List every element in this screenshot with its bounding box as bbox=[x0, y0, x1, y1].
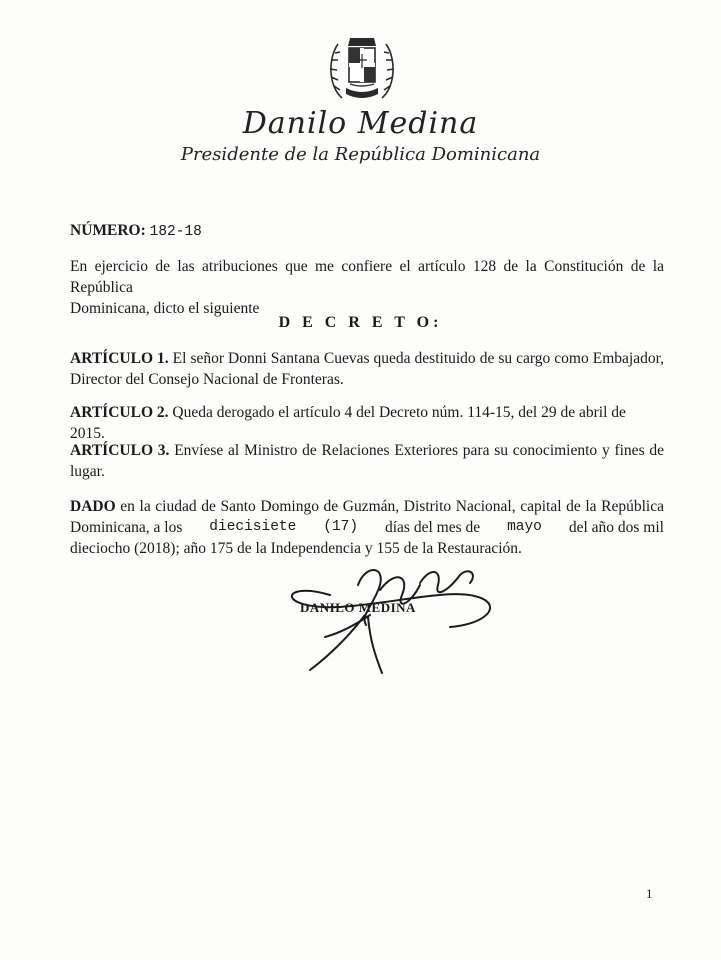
dado-day-number: (17) bbox=[323, 519, 359, 535]
dado-text-1: en la ciudad de Santo Domingo de Guzmán, Distrito Nacional, capital de la República bbox=[120, 498, 665, 515]
dado-text-2a: Dominicana, a los bbox=[70, 519, 183, 536]
article-3-line-2: lugar. bbox=[70, 463, 105, 480]
dado-text-2b: días del mes de bbox=[385, 519, 481, 536]
coat-of-arms-icon bbox=[320, 28, 404, 112]
article-2-label: ARTÍCULO 2. bbox=[70, 404, 169, 421]
handwritten-signature-icon bbox=[270, 555, 500, 680]
article-3-text-1: Envíese al Ministro de Relaciones Exteriores para su conocimiento y fines de bbox=[174, 442, 665, 459]
page-number: 1 bbox=[646, 886, 653, 901]
intro-line-2: Dominicana, dicto el siguiente bbox=[70, 300, 260, 317]
signature-name: DANILO MEDINA bbox=[300, 600, 416, 615]
decreto-heading: D E C R E T O: bbox=[278, 314, 443, 331]
decree-number-value: 182-18 bbox=[149, 224, 202, 240]
article-3 bbox=[70, 440, 664, 482]
dado-text-2c: del año dos mil bbox=[568, 519, 664, 536]
dado-paragraph bbox=[70, 496, 664, 559]
article-1-text-1: El señor Donni Santana Cuevas queda destituido de su cargo como Embajador, bbox=[172, 350, 664, 367]
article-2 bbox=[70, 402, 664, 444]
article-3-line-1 bbox=[70, 440, 664, 461]
dado-line-3: dieciocho (2018); año 175 de la Independencia y 155 de la Restauración. bbox=[70, 540, 522, 557]
dado-line-2 bbox=[70, 517, 664, 538]
dado-day-words: diecisiete bbox=[209, 519, 297, 535]
article-1-line-1 bbox=[70, 348, 664, 369]
dado-label: DADO bbox=[70, 498, 116, 515]
decree-number bbox=[70, 220, 664, 243]
intro-line-1: En ejercicio de las atribuciones que me confiere el artículo 128 de la Constitución de la República bbox=[70, 258, 664, 296]
article-1-label: ARTÍCULO 1. bbox=[70, 350, 169, 367]
article-3-label: ARTÍCULO 3. bbox=[70, 442, 170, 459]
header-title: Presidente de la República Dominicana bbox=[180, 144, 541, 165]
article-2-text-1: Queda derogado el artículo 4 del Decreto núm. 114-15, del 29 de abril de 2015. bbox=[70, 404, 626, 442]
header-name: Danilo Medina bbox=[242, 106, 479, 141]
decree-number-label: NÚMERO: bbox=[70, 222, 146, 239]
article-1 bbox=[70, 348, 664, 390]
dado-line-1 bbox=[70, 496, 664, 517]
article-1-line-2: Director del Consejo Nacional de Fronteras. bbox=[70, 371, 344, 388]
dado-month: mayo bbox=[507, 519, 542, 535]
intro-paragraph bbox=[70, 256, 664, 319]
